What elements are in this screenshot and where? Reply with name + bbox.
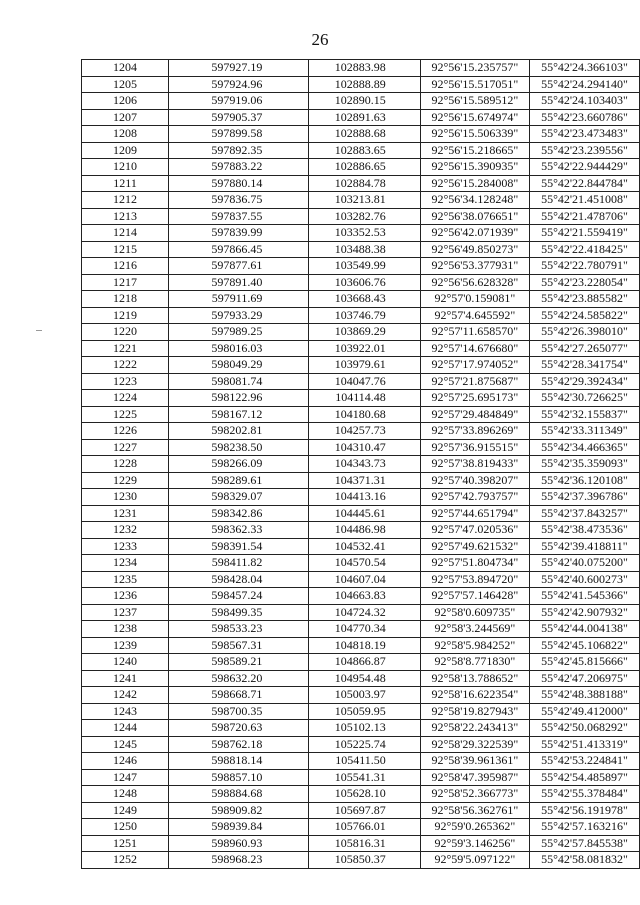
x-coordinate-cell: 598122.96: [169, 390, 309, 407]
point-id-cell: 1208: [82, 126, 169, 143]
table-row: [82, 819, 640, 836]
point-id-cell: 1232: [82, 522, 169, 539]
longitude-cell: 92°57'47.020536": [420, 522, 529, 539]
point-id-cell: 1251: [82, 835, 169, 852]
x-coordinate-cell: 598411.82: [169, 555, 309, 572]
y-coordinate-cell: 104114.48: [309, 390, 420, 407]
table-row: [82, 637, 640, 654]
x-coordinate-cell: 597927.19: [169, 60, 309, 77]
table-row: [82, 423, 640, 440]
longitude-cell: 92°58'56.362761": [420, 802, 529, 819]
longitude-cell: 92°57'17.974052": [420, 357, 529, 374]
point-id-cell: 1233: [82, 538, 169, 555]
y-coordinate-cell: 104570.54: [309, 555, 420, 572]
point-id-cell: 1218: [82, 291, 169, 308]
point-id-cell: 1241: [82, 670, 169, 687]
longitude-cell: 92°57'38.819433": [420, 456, 529, 473]
point-id-cell: 1229: [82, 472, 169, 489]
longitude-cell: 92°58'0.609735": [420, 604, 529, 621]
point-id-cell: 1235: [82, 571, 169, 588]
y-coordinate-cell: 104663.83: [309, 588, 420, 605]
latitude-cell: 55°42'28.341754": [529, 357, 639, 374]
latitude-cell: 55°42'57.845538": [529, 835, 639, 852]
x-coordinate-cell: 598362.33: [169, 522, 309, 539]
y-coordinate-cell: 103282.76: [309, 208, 420, 225]
y-coordinate-cell: 104818.19: [309, 637, 420, 654]
point-id-cell: 1217: [82, 274, 169, 291]
x-coordinate-cell: 597905.37: [169, 109, 309, 126]
y-coordinate-cell: 105816.31: [309, 835, 420, 852]
x-coordinate-cell: 598589.21: [169, 654, 309, 671]
longitude-cell: 92°57'21.875687": [420, 373, 529, 390]
latitude-cell: 55°42'53.224841": [529, 753, 639, 770]
longitude-cell: 92°56'53.377931": [420, 258, 529, 275]
point-id-cell: 1242: [82, 687, 169, 704]
x-coordinate-cell: 598329.07: [169, 489, 309, 506]
table-row: [82, 505, 640, 522]
longitude-cell: 92°56'56.628328": [420, 274, 529, 291]
y-coordinate-cell: 103352.53: [309, 225, 420, 242]
x-coordinate-cell: 598391.54: [169, 538, 309, 555]
table-row: [82, 324, 640, 341]
latitude-cell: 55°42'22.780791": [529, 258, 639, 275]
point-id-cell: 1228: [82, 456, 169, 473]
y-coordinate-cell: 105697.87: [309, 802, 420, 819]
point-id-cell: 1224: [82, 390, 169, 407]
table-row: [82, 109, 640, 126]
y-coordinate-cell: 103746.79: [309, 307, 420, 324]
y-coordinate-cell: 103668.43: [309, 291, 420, 308]
longitude-cell: 92°59'5.097122": [420, 852, 529, 869]
y-coordinate-cell: 104310.47: [309, 439, 420, 456]
y-coordinate-cell: 104371.31: [309, 472, 420, 489]
x-coordinate-cell: 597892.35: [169, 142, 309, 159]
y-coordinate-cell: 102883.98: [309, 60, 420, 77]
latitude-cell: 55°42'23.239556": [529, 142, 639, 159]
table-row: [82, 571, 640, 588]
longitude-cell: 92°58'52.366773": [420, 786, 529, 803]
latitude-cell: 55°42'23.473483": [529, 126, 639, 143]
table-row: [82, 687, 640, 704]
longitude-cell: 92°56'15.218665": [420, 142, 529, 159]
x-coordinate-cell: 598700.35: [169, 703, 309, 720]
latitude-cell: 55°42'45.815666": [529, 654, 639, 671]
longitude-cell: 92°56'49.850273": [420, 241, 529, 258]
x-coordinate-cell: 598457.24: [169, 588, 309, 605]
point-id-cell: 1225: [82, 406, 169, 423]
latitude-cell: 55°42'23.885582": [529, 291, 639, 308]
longitude-cell: 92°58'8.771830": [420, 654, 529, 671]
table-row: [82, 142, 640, 159]
point-id-cell: 1219: [82, 307, 169, 324]
latitude-cell: 55°42'22.844784": [529, 175, 639, 192]
x-coordinate-cell: 598342.86: [169, 505, 309, 522]
longitude-cell: 92°57'14.676680": [420, 340, 529, 357]
point-id-cell: 1248: [82, 786, 169, 803]
latitude-cell: 55°42'33.311349": [529, 423, 639, 440]
longitude-cell: 92°56'34.128248": [420, 192, 529, 209]
y-coordinate-cell: 104954.48: [309, 670, 420, 687]
latitude-cell: 55°42'35.359093": [529, 456, 639, 473]
y-coordinate-cell: 104445.61: [309, 505, 420, 522]
longitude-cell: 92°57'44.651794": [420, 505, 529, 522]
y-coordinate-cell: 104413.16: [309, 489, 420, 506]
point-id-cell: 1249: [82, 802, 169, 819]
x-coordinate-cell: 597933.29: [169, 307, 309, 324]
latitude-cell: 55°42'21.478706": [529, 208, 639, 225]
point-id-cell: 1230: [82, 489, 169, 506]
longitude-cell: 92°57'40.398207": [420, 472, 529, 489]
longitude-cell: 92°57'36.915515": [420, 439, 529, 456]
latitude-cell: 55°42'58.081832": [529, 852, 639, 869]
x-coordinate-cell: 598049.29: [169, 357, 309, 374]
table-body: [82, 60, 640, 869]
y-coordinate-cell: 105411.50: [309, 753, 420, 770]
table-row: [82, 93, 640, 110]
table-row: [82, 786, 640, 803]
longitude-cell: 92°56'15.235757": [420, 60, 529, 77]
table-row: [82, 340, 640, 357]
table-row: [82, 802, 640, 819]
x-coordinate-cell: 598266.09: [169, 456, 309, 473]
y-coordinate-cell: 105628.10: [309, 786, 420, 803]
x-coordinate-cell: 598081.74: [169, 373, 309, 390]
y-coordinate-cell: 103549.99: [309, 258, 420, 275]
table-row: [82, 406, 640, 423]
longitude-cell: 92°58'29.322539": [420, 736, 529, 753]
longitude-cell: 92°58'5.984252": [420, 637, 529, 654]
latitude-cell: 55°42'45.106822": [529, 637, 639, 654]
x-coordinate-cell: 598762.18: [169, 736, 309, 753]
y-coordinate-cell: 105225.74: [309, 736, 420, 753]
latitude-cell: 55°42'34.466365": [529, 439, 639, 456]
latitude-cell: 55°42'41.545366": [529, 588, 639, 605]
latitude-cell: 55°42'24.366103": [529, 60, 639, 77]
x-coordinate-cell: 598016.03: [169, 340, 309, 357]
latitude-cell: 55°42'39.418811": [529, 538, 639, 555]
longitude-cell: 92°58'3.244569": [420, 621, 529, 638]
latitude-cell: 55°42'26.398010": [529, 324, 639, 341]
point-id-cell: 1207: [82, 109, 169, 126]
longitude-cell: 92°57'49.621532": [420, 538, 529, 555]
longitude-cell: 92°57'51.804734": [420, 555, 529, 572]
table-row: [82, 703, 640, 720]
longitude-cell: 92°57'11.658570": [420, 324, 529, 341]
x-coordinate-cell: 597877.61: [169, 258, 309, 275]
longitude-cell: 92°56'15.390935": [420, 159, 529, 176]
latitude-cell: 55°42'37.843257": [529, 505, 639, 522]
table-row: [82, 274, 640, 291]
table-row: [82, 175, 640, 192]
point-id-cell: 1231: [82, 505, 169, 522]
point-id-cell: 1252: [82, 852, 169, 869]
y-coordinate-cell: 102884.78: [309, 175, 420, 192]
longitude-cell: 92°56'15.284008": [420, 175, 529, 192]
y-coordinate-cell: 104724.32: [309, 604, 420, 621]
table-row: [82, 720, 640, 737]
table-row: [82, 159, 640, 176]
latitude-cell: 55°42'27.265077": [529, 340, 639, 357]
x-coordinate-cell: 598202.81: [169, 423, 309, 440]
y-coordinate-cell: 105850.37: [309, 852, 420, 869]
latitude-cell: 55°42'38.473536": [529, 522, 639, 539]
y-coordinate-cell: 104047.76: [309, 373, 420, 390]
table-row: [82, 654, 640, 671]
x-coordinate-cell: 598909.82: [169, 802, 309, 819]
longitude-cell: 92°57'0.159081": [420, 291, 529, 308]
x-coordinate-cell: 597883.22: [169, 159, 309, 176]
latitude-cell: 55°42'21.451008": [529, 192, 639, 209]
table-row: [82, 241, 640, 258]
latitude-cell: 55°42'55.378484": [529, 786, 639, 803]
table-row: [82, 621, 640, 638]
page-number: 26: [311, 30, 329, 49]
point-id-cell: 1246: [82, 753, 169, 770]
point-id-cell: 1239: [82, 637, 169, 654]
point-id-cell: 1227: [82, 439, 169, 456]
x-coordinate-cell: 597836.75: [169, 192, 309, 209]
table-row: [82, 489, 640, 506]
y-coordinate-cell: 104532.41: [309, 538, 420, 555]
longitude-cell: 92°58'16.622354": [420, 687, 529, 704]
latitude-cell: 55°42'21.559419": [529, 225, 639, 242]
longitude-cell: 92°56'38.076651": [420, 208, 529, 225]
table-row: [82, 76, 640, 93]
x-coordinate-cell: 597880.14: [169, 175, 309, 192]
point-id-cell: 1204: [82, 60, 169, 77]
y-coordinate-cell: 103869.29: [309, 324, 420, 341]
table-row: [82, 835, 640, 852]
x-coordinate-cell: 598857.10: [169, 769, 309, 786]
point-id-cell: 1223: [82, 373, 169, 390]
x-coordinate-cell: 597924.96: [169, 76, 309, 93]
table-row: [82, 736, 640, 753]
table-row: [82, 126, 640, 143]
table-row: [82, 538, 640, 555]
table-row: [82, 439, 640, 456]
y-coordinate-cell: 104866.87: [309, 654, 420, 671]
longitude-cell: 92°59'0.265362": [420, 819, 529, 836]
table-row: [82, 390, 640, 407]
x-coordinate-cell: 598533.23: [169, 621, 309, 638]
y-coordinate-cell: 104607.04: [309, 571, 420, 588]
table-row: [82, 373, 640, 390]
table-row: [82, 357, 640, 374]
latitude-cell: 55°42'56.191978": [529, 802, 639, 819]
table-row: [82, 291, 640, 308]
y-coordinate-cell: 102886.65: [309, 159, 420, 176]
y-coordinate-cell: 104180.68: [309, 406, 420, 423]
x-coordinate-cell: 598238.50: [169, 439, 309, 456]
table-row: [82, 852, 640, 869]
latitude-cell: 55°42'29.392434": [529, 373, 639, 390]
table-row: [82, 604, 640, 621]
table-row: [82, 670, 640, 687]
table-row: [82, 60, 640, 77]
longitude-cell: 92°57'29.484849": [420, 406, 529, 423]
longitude-cell: 92°56'42.071939": [420, 225, 529, 242]
x-coordinate-cell: 598818.14: [169, 753, 309, 770]
table-row: [82, 555, 640, 572]
y-coordinate-cell: 102888.89: [309, 76, 420, 93]
longitude-cell: 92°57'4.645592": [420, 307, 529, 324]
longitude-cell: 92°56'15.517051": [420, 76, 529, 93]
longitude-cell: 92°56'15.506339": [420, 126, 529, 143]
point-id-cell: 1247: [82, 769, 169, 786]
point-id-cell: 1250: [82, 819, 169, 836]
point-id-cell: 1206: [82, 93, 169, 110]
table-row: [82, 753, 640, 770]
longitude-cell: 92°58'13.788652": [420, 670, 529, 687]
y-coordinate-cell: 103213.81: [309, 192, 420, 209]
longitude-cell: 92°58'39.961361": [420, 753, 529, 770]
coordinates-table: [81, 59, 640, 869]
x-coordinate-cell: 598960.93: [169, 835, 309, 852]
x-coordinate-cell: 598939.84: [169, 819, 309, 836]
x-coordinate-cell: 598428.04: [169, 571, 309, 588]
table-row: [82, 522, 640, 539]
point-id-cell: 1220: [82, 324, 169, 341]
table-row: [82, 225, 640, 242]
latitude-cell: 55°42'22.944429": [529, 159, 639, 176]
y-coordinate-cell: 102883.65: [309, 142, 420, 159]
point-id-cell: 1213: [82, 208, 169, 225]
point-id-cell: 1216: [82, 258, 169, 275]
longitude-cell: 92°57'57.146428": [420, 588, 529, 605]
table-row: [82, 472, 640, 489]
latitude-cell: 55°42'22.418425": [529, 241, 639, 258]
x-coordinate-cell: 598632.20: [169, 670, 309, 687]
y-coordinate-cell: 104486.98: [309, 522, 420, 539]
point-id-cell: 1238: [82, 621, 169, 638]
x-coordinate-cell: 597891.40: [169, 274, 309, 291]
y-coordinate-cell: 103488.38: [309, 241, 420, 258]
longitude-cell: 92°57'53.894720": [420, 571, 529, 588]
point-id-cell: 1237: [82, 604, 169, 621]
table-row: [82, 208, 640, 225]
longitude-cell: 92°58'19.827943": [420, 703, 529, 720]
y-coordinate-cell: 102888.68: [309, 126, 420, 143]
latitude-cell: 55°42'44.004138": [529, 621, 639, 638]
point-id-cell: 1243: [82, 703, 169, 720]
y-coordinate-cell: 105766.01: [309, 819, 420, 836]
x-coordinate-cell: 598720.63: [169, 720, 309, 737]
margin-mark: [36, 330, 42, 331]
y-coordinate-cell: 103922.01: [309, 340, 420, 357]
longitude-cell: 92°58'22.243413": [420, 720, 529, 737]
point-id-cell: 1234: [82, 555, 169, 572]
latitude-cell: 55°42'30.726625": [529, 390, 639, 407]
longitude-cell: 92°59'3.146256": [420, 835, 529, 852]
y-coordinate-cell: 103606.76: [309, 274, 420, 291]
longitude-cell: 92°56'15.589512": [420, 93, 529, 110]
table-row: [82, 769, 640, 786]
latitude-cell: 55°42'51.413319": [529, 736, 639, 753]
x-coordinate-cell: 597866.45: [169, 241, 309, 258]
longitude-cell: 92°56'15.674974": [420, 109, 529, 126]
latitude-cell: 55°42'32.155837": [529, 406, 639, 423]
latitude-cell: 55°42'47.206975": [529, 670, 639, 687]
latitude-cell: 55°42'50.068292": [529, 720, 639, 737]
latitude-cell: 55°42'24.294140": [529, 76, 639, 93]
x-coordinate-cell: 598668.71: [169, 687, 309, 704]
x-coordinate-cell: 598289.61: [169, 472, 309, 489]
point-id-cell: 1226: [82, 423, 169, 440]
latitude-cell: 55°42'23.228054": [529, 274, 639, 291]
latitude-cell: 55°42'40.600273": [529, 571, 639, 588]
point-id-cell: 1236: [82, 588, 169, 605]
y-coordinate-cell: 102890.15: [309, 93, 420, 110]
longitude-cell: 92°57'33.896269": [420, 423, 529, 440]
x-coordinate-cell: 598567.31: [169, 637, 309, 654]
x-coordinate-cell: 598968.23: [169, 852, 309, 869]
latitude-cell: 55°42'37.396786": [529, 489, 639, 506]
x-coordinate-cell: 598499.35: [169, 604, 309, 621]
point-id-cell: 1215: [82, 241, 169, 258]
x-coordinate-cell: 597837.55: [169, 208, 309, 225]
latitude-cell: 55°42'42.907932": [529, 604, 639, 621]
x-coordinate-cell: 597911.69: [169, 291, 309, 308]
point-id-cell: 1212: [82, 192, 169, 209]
y-coordinate-cell: 105541.31: [309, 769, 420, 786]
table-row: [82, 307, 640, 324]
latitude-cell: 55°42'24.585822": [529, 307, 639, 324]
point-id-cell: 1209: [82, 142, 169, 159]
latitude-cell: 55°42'23.660786": [529, 109, 639, 126]
y-coordinate-cell: 105059.95: [309, 703, 420, 720]
x-coordinate-cell: 597989.25: [169, 324, 309, 341]
table-row: [82, 192, 640, 209]
latitude-cell: 55°42'54.485897": [529, 769, 639, 786]
y-coordinate-cell: 105003.97: [309, 687, 420, 704]
longitude-cell: 92°57'25.695173": [420, 390, 529, 407]
x-coordinate-cell: 597839.99: [169, 225, 309, 242]
x-coordinate-cell: 597919.06: [169, 93, 309, 110]
table-row: [82, 456, 640, 473]
x-coordinate-cell: 598884.68: [169, 786, 309, 803]
latitude-cell: 55°42'24.103403": [529, 93, 639, 110]
y-coordinate-cell: 104770.34: [309, 621, 420, 638]
latitude-cell: 55°42'49.412000": [529, 703, 639, 720]
x-coordinate-cell: 598167.12: [169, 406, 309, 423]
table-row: [82, 588, 640, 605]
point-id-cell: 1211: [82, 175, 169, 192]
y-coordinate-cell: 105102.13: [309, 720, 420, 737]
longitude-cell: 92°58'47.395987": [420, 769, 529, 786]
y-coordinate-cell: 104257.73: [309, 423, 420, 440]
point-id-cell: 1221: [82, 340, 169, 357]
latitude-cell: 55°42'57.163216": [529, 819, 639, 836]
point-id-cell: 1245: [82, 736, 169, 753]
latitude-cell: 55°42'36.120108": [529, 472, 639, 489]
y-coordinate-cell: 103979.61: [309, 357, 420, 374]
y-coordinate-cell: 102891.63: [309, 109, 420, 126]
point-id-cell: 1205: [82, 76, 169, 93]
point-id-cell: 1244: [82, 720, 169, 737]
x-coordinate-cell: 597899.58: [169, 126, 309, 143]
latitude-cell: 55°42'48.388188": [529, 687, 639, 704]
point-id-cell: 1210: [82, 159, 169, 176]
point-id-cell: 1240: [82, 654, 169, 671]
table-row: [82, 258, 640, 275]
point-id-cell: 1222: [82, 357, 169, 374]
latitude-cell: 55°42'40.075200": [529, 555, 639, 572]
y-coordinate-cell: 104343.73: [309, 456, 420, 473]
longitude-cell: 92°57'42.793757": [420, 489, 529, 506]
point-id-cell: 1214: [82, 225, 169, 242]
